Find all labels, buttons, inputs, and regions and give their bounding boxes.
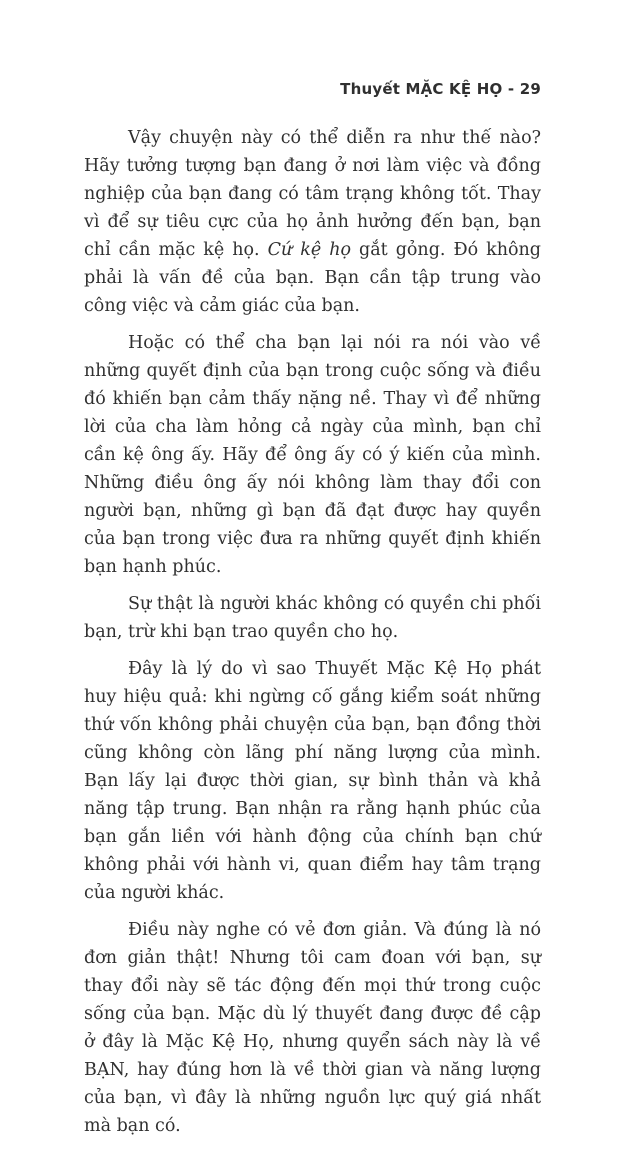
running-head: Thuyết MẶC KỆ HỌ - 29: [340, 80, 541, 98]
paragraph-text: gắt gỏng. Đó không phải là vấn đề của bạn. Bạn cần tập trung vào công việc và cảm giác của bạn.: [84, 240, 541, 316]
paragraph: Hoặc có thể cha bạn lại nói ra nói vào về những quyết định của bạn trong cuộc sống và điều đó khiến bạn cảm thấy nặng nề. Thay vì để những lời của cha làm hỏng cả ngày của mình, bạn chỉ cần kệ ông ấy. Hãy để ông ấy có ý kiến của mình. Những điều ông ấy nói không làm thay đổi con người bạn, những gì bạn đã đạt được hay quyền của bạn trong việc đưa ra những quyết định khiến bạn hạnh phúc.: [84, 333, 541, 577]
paragraph: Sự thật là người khác không có quyền chi phối bạn, trừ khi bạn trao quyền cho họ.: [84, 594, 541, 642]
paragraph: [84, 124, 541, 320]
body-text-block: [84, 124, 541, 1149]
paragraph: Đây là lý do vì sao Thuyết Mặc Kệ Họ phát huy hiệu quả: khi ngừng cố gắng kiểm soát những thứ vốn không phải chuyện của bạn, bạn đồng thời cũng không còn lãng phí năng lượng của mình. Bạn lấy lại được thời gian, sự bình thản và khả năng tập trung. Bạn nhận ra rằng hạnh phúc của bạn gắn liền với hành động của chính bạn chứ không phải với hành vi, quan điểm hay tâm trạng của người khác.: [84, 659, 541, 903]
paragraph-text: Vậy chuyện này có thể diễn ra như thế nào? Hãy tưởng tượng bạn đang ở nơi làm việc và đồng nghiệp của bạn đang có tâm trạng không tốt. Thay vì để sự tiêu cực của họ ảnh hưởng đến bạn, bạn chỉ cần mặc kệ họ.: [84, 128, 541, 260]
paragraph: Điều này nghe có vẻ đơn giản. Và đúng là nó đơn giản thật! Nhưng tôi cam đoan với bạn, sự thay đổi này sẽ tác động đến mọi thứ trong cuộc sống của bạn. Mặc dù lý thuyết đang được đề cập ở đây là Mặc Kệ Họ, nhưng quyển sách này là về BẠN, hay đúng hơn là về thời gian và năng lượng của bạn, vì đây là những nguồn lực quý giá nhất mà bạn có.: [84, 920, 541, 1136]
italic-phrase: Cứ kệ họ: [267, 240, 352, 260]
